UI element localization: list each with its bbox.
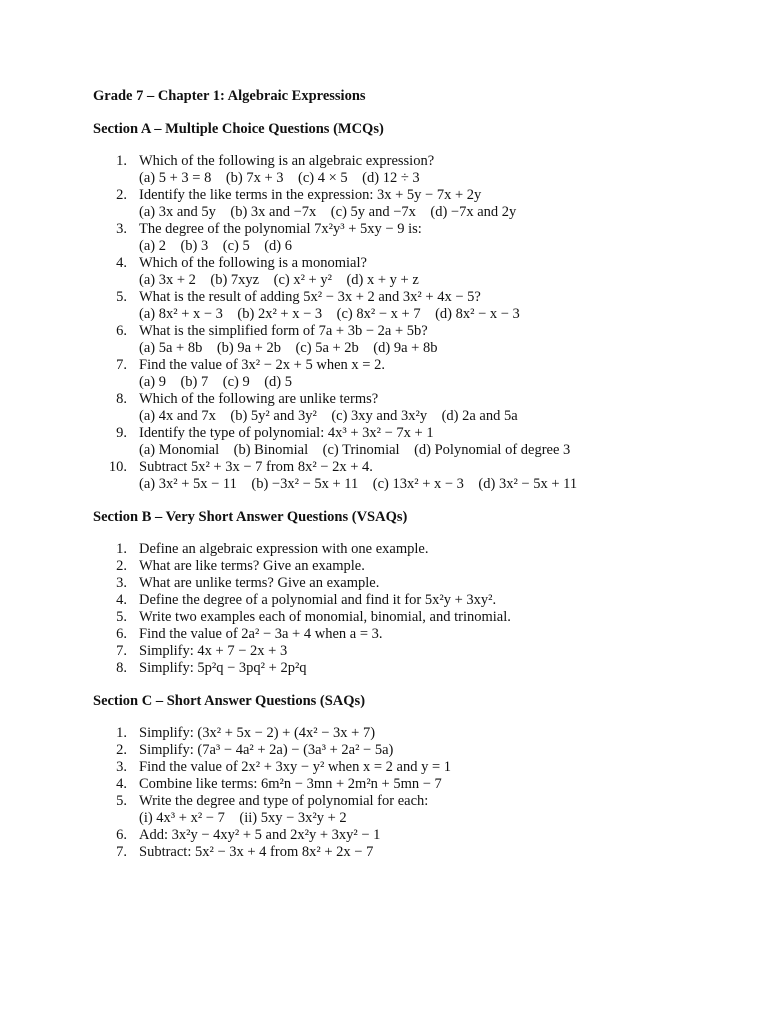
question-text: Add: 3x²y − 4xy² + 5 and 2x²y + 3xy² − 1	[139, 827, 381, 843]
question-text: Define an algebraic expression with one example.	[139, 541, 429, 557]
question-number: 8.	[116, 660, 127, 676]
question-text: What is the result of adding 5x² − 3x + 2 and 3x² + 4x − 5?	[139, 289, 481, 305]
question-options: (a) 5 + 3 = 8 (b) 7x + 3 (c) 4 × 5 (d) 12 ÷ 3	[139, 170, 420, 186]
question-text: What is the simplified form of 7a + 3b − 2a + 5b?	[139, 323, 428, 339]
question-item	[93, 255, 733, 289]
question-item	[93, 776, 733, 793]
question-item	[93, 558, 733, 575]
question-text: Find the value of 2x² + 3xy − y² when x = 2 and y = 1	[139, 759, 452, 775]
question-item	[93, 187, 733, 221]
question-item	[93, 323, 733, 357]
question-number: 4.	[116, 255, 127, 271]
section-b	[93, 508, 733, 677]
question-number: 6.	[116, 827, 127, 843]
question-item	[93, 844, 733, 861]
document-title: Grade 7 – Chapter 1: Algebraic Expressions	[93, 88, 366, 104]
question-item	[93, 592, 733, 609]
question-number: 1.	[116, 541, 127, 557]
question-item	[93, 827, 733, 844]
question-number: 1.	[116, 153, 127, 169]
question-number: 6.	[116, 323, 127, 339]
question-number: 7.	[116, 844, 127, 860]
question-options: (a) 2 (b) 3 (c) 5 (d) 6	[139, 238, 293, 254]
question-item	[93, 793, 733, 827]
question-number: 4.	[116, 592, 127, 608]
question-text: What are like terms? Give an example.	[139, 558, 365, 574]
question-item	[93, 425, 733, 459]
question-number: 5.	[116, 609, 127, 625]
question-options: (a) 3x + 2 (b) 7xyz (c) x² + y² (d) x + y + z	[139, 272, 419, 288]
question-options: (a) 9 (b) 7 (c) 9 (d) 5	[139, 374, 293, 390]
question-text: Write two examples each of monomial, binomial, and trinomial.	[139, 609, 511, 625]
question-item	[93, 221, 733, 255]
question-item	[93, 609, 733, 626]
question-item	[93, 357, 733, 391]
question-number: 2.	[116, 558, 127, 574]
question-item	[93, 725, 733, 742]
question-item	[93, 742, 733, 759]
question-list	[93, 725, 733, 861]
question-item	[93, 575, 733, 592]
question-number: 3.	[116, 759, 127, 775]
question-item	[93, 153, 733, 187]
section-a	[93, 120, 733, 493]
question-item	[93, 660, 733, 677]
question-list	[93, 153, 733, 493]
question-text: Write the degree and type of polynomial for each:	[139, 793, 429, 809]
question-options: (a) 3x² + 5x − 11 (b) −3x² − 5x + 11 (c) 13x² + x − 3 (d) 3x² − 5x + 11	[139, 476, 578, 492]
question-item	[93, 759, 733, 776]
question-text: Find the value of 3x² − 2x + 5 when x = 2.	[139, 357, 385, 373]
question-text: Simplify: (7a³ − 4a² + 2a) − (3a³ + 2a² − 5a)	[139, 742, 394, 758]
question-text: Combine like terms: 6m²n − 3mn + 2m²n + 5mn − 7	[139, 776, 442, 792]
question-text: Subtract 5x² + 3x − 7 from 8x² − 2x + 4.	[139, 459, 373, 475]
question-text: Which of the following is an algebraic expression?	[139, 153, 435, 169]
question-text: Identify the like terms in the expression: 3x + 5y − 7x + 2y	[139, 187, 482, 203]
question-number: 7.	[116, 357, 127, 373]
question-text: Subtract: 5x² − 3x + 4 from 8x² + 2x − 7	[139, 844, 374, 860]
question-text: The degree of the polynomial 7x²y³ + 5xy − 9 is:	[139, 221, 422, 237]
question-number: 1.	[116, 725, 127, 741]
question-options: (a) 4x and 7x (b) 5y² and 3y² (c) 3xy and 3x²y (d) 2a and 5a	[139, 408, 518, 424]
question-text: What are unlike terms? Give an example.	[139, 575, 380, 591]
question-options: (a) 8x² + x − 3 (b) 2x² + x − 3 (c) 8x² − x + 7 (d) 8x² − x − 3	[139, 306, 520, 322]
question-number: 2.	[116, 187, 127, 203]
question-item	[93, 459, 733, 493]
question-options: (a) Monomial (b) Binomial (c) Trinomial (d) Polynomial of degree 3	[139, 442, 571, 458]
document-page	[93, 87, 733, 876]
question-number: 3.	[116, 221, 127, 237]
question-item	[93, 391, 733, 425]
question-options: (a) 3x and 5y (b) 3x and −7x (c) 5y and −7x (d) −7x and 2y	[139, 204, 517, 220]
question-number: 5.	[116, 289, 127, 305]
question-number: 10.	[108, 459, 127, 475]
question-options: (i) 4x³ + x² − 7 (ii) 5xy − 3x²y + 2	[139, 810, 347, 826]
question-number: 4.	[116, 776, 127, 792]
question-text: Define the degree of a polynomial and find it for 5x²y + 3xy².	[139, 592, 497, 608]
question-number: 8.	[116, 391, 127, 407]
section-heading: Section C – Short Answer Questions (SAQs)	[93, 693, 366, 709]
question-text: Simplify: 5p²q − 3pq² + 2p²q	[139, 660, 307, 676]
question-number: 6.	[116, 626, 127, 642]
question-number: 3.	[116, 575, 127, 591]
question-text: Simplify: 4x + 7 − 2x + 3	[139, 643, 288, 659]
question-text: Simplify: (3x² + 5x − 2) + (4x² − 3x + 7)	[139, 725, 376, 741]
question-list	[93, 541, 733, 677]
question-item	[93, 289, 733, 323]
question-text: Which of the following are unlike terms?	[139, 391, 379, 407]
question-number: 9.	[116, 425, 127, 441]
section-heading: Section B – Very Short Answer Questions (VSAQs)	[93, 509, 408, 525]
question-text: Identify the type of polynomial: 4x³ + 3x² − 7x + 1	[139, 425, 434, 441]
question-number: 2.	[116, 742, 127, 758]
question-options: (a) 5a + 8b (b) 9a + 2b (c) 5a + 2b (d) 9a + 8b	[139, 340, 438, 356]
section-heading: Section A – Multiple Choice Questions (MCQs)	[93, 121, 384, 137]
question-text: Which of the following is a monomial?	[139, 255, 367, 271]
question-text: Find the value of 2a² − 3a + 4 when a = 3.	[139, 626, 383, 642]
question-number: 5.	[116, 793, 127, 809]
question-item	[93, 541, 733, 558]
sections-container	[93, 120, 733, 861]
question-item	[93, 643, 733, 660]
section-c	[93, 692, 733, 861]
question-item	[93, 626, 733, 643]
question-number: 7.	[116, 643, 127, 659]
